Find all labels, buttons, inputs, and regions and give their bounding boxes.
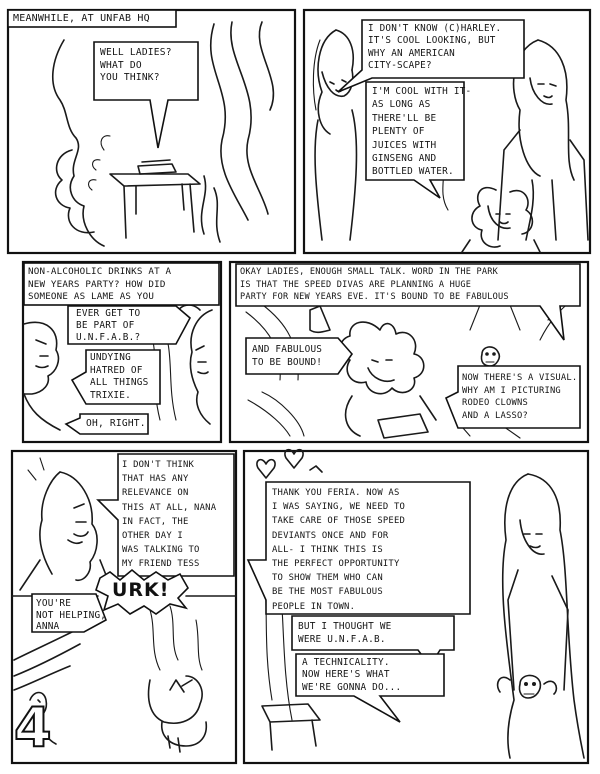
page-number: 4 — [14, 696, 52, 759]
p4-speech-1: OKAY LADIES, ENOUGH SMALL TALK. WORD IN THE PARK IS THAT THE SPEED DIVAS ARE PLANNING A HUGE PARTY FOR NEW YEARS EVE. IT'S BOUND TO BE FABULOUS — [240, 267, 509, 303]
p5-sfx-urk: URK! — [112, 579, 170, 601]
p3-caption: NON-ALCOHOLIC DRINKS AT A NEW YEARS PARTY? HOW DID SOMEONE AS LAME AS YOU — [28, 266, 172, 303]
p7-speech-2: BUT I THOUGHT WE WERE U.N.F.A.B. — [298, 621, 392, 645]
panel-5-art — [20, 458, 112, 590]
p3-speech-1: EVER GET TO BE PART OF U.N.F.A.B.? — [76, 308, 141, 343]
p7-speech-3: A TECHNICALITY. NOW HERE'S WHAT WE'RE GONNA DO... — [302, 657, 402, 693]
p5-speech: I DON'T THINK THAT HAS ANY RELEVANCE ON THIS AT ALL, NANA IN FACT, THE OTHER DAY I WAS TALKING TO MY FRIEND TESS — [122, 460, 217, 570]
p4-speech-3: NOW THERE'S A VISUAL. WHY AM I PICTURING RODEO CLOWNS AND A LASSO? — [462, 373, 578, 421]
page-caption: MEANWHILE, AT UNFAB HQ — [13, 13, 150, 24]
p6-speech: YOU'RE NOT HELPING, ANNA — [36, 598, 107, 633]
p2-speech-2: I'M COOL WITH IT- AS LONG AS THERE'LL BE PLENTY OF JUICES WITH GINSENG AND BOTTLED WATER. — [372, 86, 472, 178]
p1-speech: WELL LADIES? WHAT DO YOU THINK? — [100, 47, 172, 84]
p4-speech-2: AND FABULOUS TO BE BOUND! — [252, 344, 323, 368]
p7-speech-1: THANK YOU FERIA. NOW AS I WAS SAYING, WE NEED TO TAKE CARE OF THOSE SPEED DEVIANTS ONCE AND FOR ALL- I THINK THIS IS THE PERFECT OPPORTUNITY TO SHOW THEM WHO CAN BE THE MOST FABULOUS PEOPLE IN TOWN. — [272, 488, 406, 612]
p3-speech-2: UNDYING HATRED OF ALL THINGS TRIXIE. — [90, 352, 149, 401]
p3-speech-3: OH, RIGHT. — [86, 418, 146, 429]
p2-speech-1: I DON'T KNOW (C)HARLEY. IT'S COOL LOOKING, BUT WHY AN AMERICAN CITY-SCAPE? — [368, 23, 502, 72]
